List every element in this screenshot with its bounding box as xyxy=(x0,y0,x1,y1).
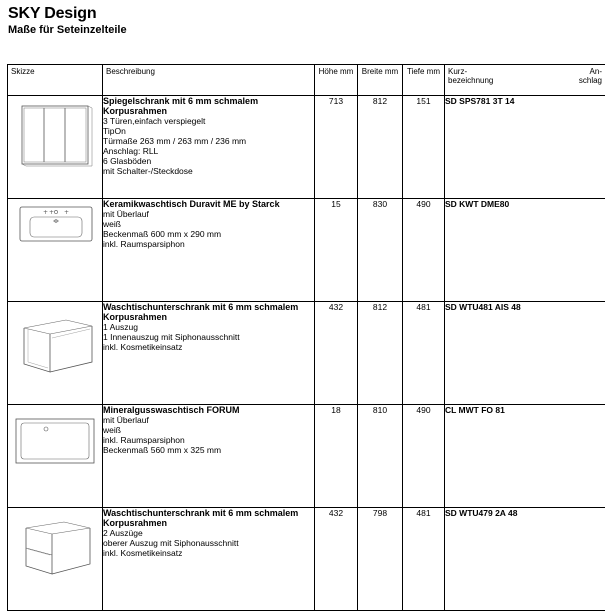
item-detail: weiß xyxy=(103,219,314,229)
parts-table xyxy=(7,64,605,611)
item-detail: TipOn xyxy=(103,126,314,136)
item-detail: Anschlag: RLL xyxy=(103,146,314,156)
item-detail: mit Überlauf xyxy=(103,209,314,219)
short-code-header-line1: Kurz- xyxy=(448,67,493,76)
page-subtitle: Maße für Seteinzelteile xyxy=(8,24,127,36)
hinge-header-line1: An- xyxy=(579,67,602,76)
width-cell: 812 xyxy=(358,302,403,405)
item-detail: mit Schalter-/Steckdose xyxy=(103,166,314,176)
column-header-height: Höhe mm xyxy=(315,65,358,96)
item-detail: Türmaße 263 mm / 263 mm / 236 mm xyxy=(103,136,314,146)
item-name: Waschtischunterschrank mit 6 mm schmalem Korpusrahmen xyxy=(103,302,314,322)
depth-cell: 490 xyxy=(403,199,445,302)
width-cell: 798 xyxy=(358,508,403,611)
short-code-cell: CL MWT FO 81 xyxy=(445,405,605,508)
cast-mineral-basin-icon xyxy=(8,405,103,507)
svg-text:+: + xyxy=(64,209,69,216)
item-detail: 1 Auszug xyxy=(103,322,314,332)
description-cell xyxy=(103,302,315,405)
depth-cell: 481 xyxy=(403,302,445,405)
description-cell xyxy=(103,96,315,199)
sketch-cell xyxy=(8,405,103,508)
sketch-cell xyxy=(8,508,103,611)
table-row xyxy=(8,302,605,405)
sketch-cell xyxy=(8,302,103,405)
item-detail: 1 Innenauszug mit Siphonausschnitt xyxy=(103,332,314,342)
description-cell xyxy=(103,508,315,611)
depth-cell: 490 xyxy=(403,405,445,508)
height-cell: 18 xyxy=(315,405,358,508)
item-detail: inkl. Kosmetikeinsatz xyxy=(103,548,314,558)
page-title: SKY Design xyxy=(8,5,96,23)
sketch-cell xyxy=(8,96,103,199)
width-cell: 810 xyxy=(358,405,403,508)
height-cell: 713 xyxy=(315,96,358,199)
table-header-row xyxy=(8,65,605,96)
item-detail: oberer Auszug mit Siphonausschnitt xyxy=(103,538,314,548)
height-cell: 432 xyxy=(315,508,358,611)
item-name: Mineralgusswaschtisch FORUM xyxy=(103,405,314,415)
item-detail: Beckenmaß 560 mm x 325 mm xyxy=(103,445,314,455)
mirror-cabinet-icon xyxy=(8,96,103,198)
column-header-depth: Tiefe mm xyxy=(403,65,445,96)
item-detail: weiß xyxy=(103,425,314,435)
item-detail: mit Überlauf xyxy=(103,415,314,425)
short-code-cell: SD KWT DME80 xyxy=(445,199,605,302)
item-name: Keramikwaschtisch Duravit ME by Starck xyxy=(103,199,314,209)
short-code-cell: SD WTU479 2A 48 xyxy=(445,508,605,611)
item-detail: 2 Auszüge xyxy=(103,528,314,538)
hinge-header-line2: schlag xyxy=(579,76,602,85)
column-header-width: Breite mm xyxy=(358,65,403,96)
height-cell: 432 xyxy=(315,302,358,405)
width-cell: 830 xyxy=(358,199,403,302)
vanity-unit-two-drawers-icon xyxy=(8,508,103,610)
item-detail: inkl. Raumsparsiphon xyxy=(103,435,314,445)
short-code-cell: SD SPS781 3T 14 xyxy=(445,96,605,199)
svg-text:+: + xyxy=(49,209,54,216)
item-name: Waschtischunterschrank mit 6 mm schmalem Korpusrahmen xyxy=(103,508,314,528)
column-header-sketch: Skizze xyxy=(8,65,103,96)
column-header-short-code xyxy=(445,65,605,96)
item-name: Spiegelschrank mit 6 mm schmalem Korpusrahmen xyxy=(103,96,314,116)
svg-text:+: + xyxy=(43,209,48,216)
depth-cell: 151 xyxy=(403,96,445,199)
depth-cell: 481 xyxy=(403,508,445,611)
column-header-description: Beschreibung xyxy=(103,65,315,96)
vanity-unit-one-drawer-icon xyxy=(8,302,103,404)
description-cell xyxy=(103,405,315,508)
table-row xyxy=(8,405,605,508)
item-detail: inkl. Kosmetikeinsatz xyxy=(103,342,314,352)
table-row xyxy=(8,96,605,199)
short-code-header-line2: bezeichnung xyxy=(448,76,493,85)
ceramic-basin-icon xyxy=(8,199,103,301)
short-code-cell: SD WTU481 AIS 48 xyxy=(445,302,605,405)
description-cell xyxy=(103,199,315,302)
table-row xyxy=(8,199,605,302)
item-detail: Beckenmaß 600 mm x 290 mm xyxy=(103,229,314,239)
sketch-cell xyxy=(8,199,103,302)
width-cell: 812 xyxy=(358,96,403,199)
item-detail: 3 Türen,einfach verspiegelt xyxy=(103,116,314,126)
item-detail: 6 Glasböden xyxy=(103,156,314,166)
item-detail: inkl. Raumsparsiphon xyxy=(103,239,314,249)
table-row xyxy=(8,508,605,611)
height-cell: 15 xyxy=(315,199,358,302)
